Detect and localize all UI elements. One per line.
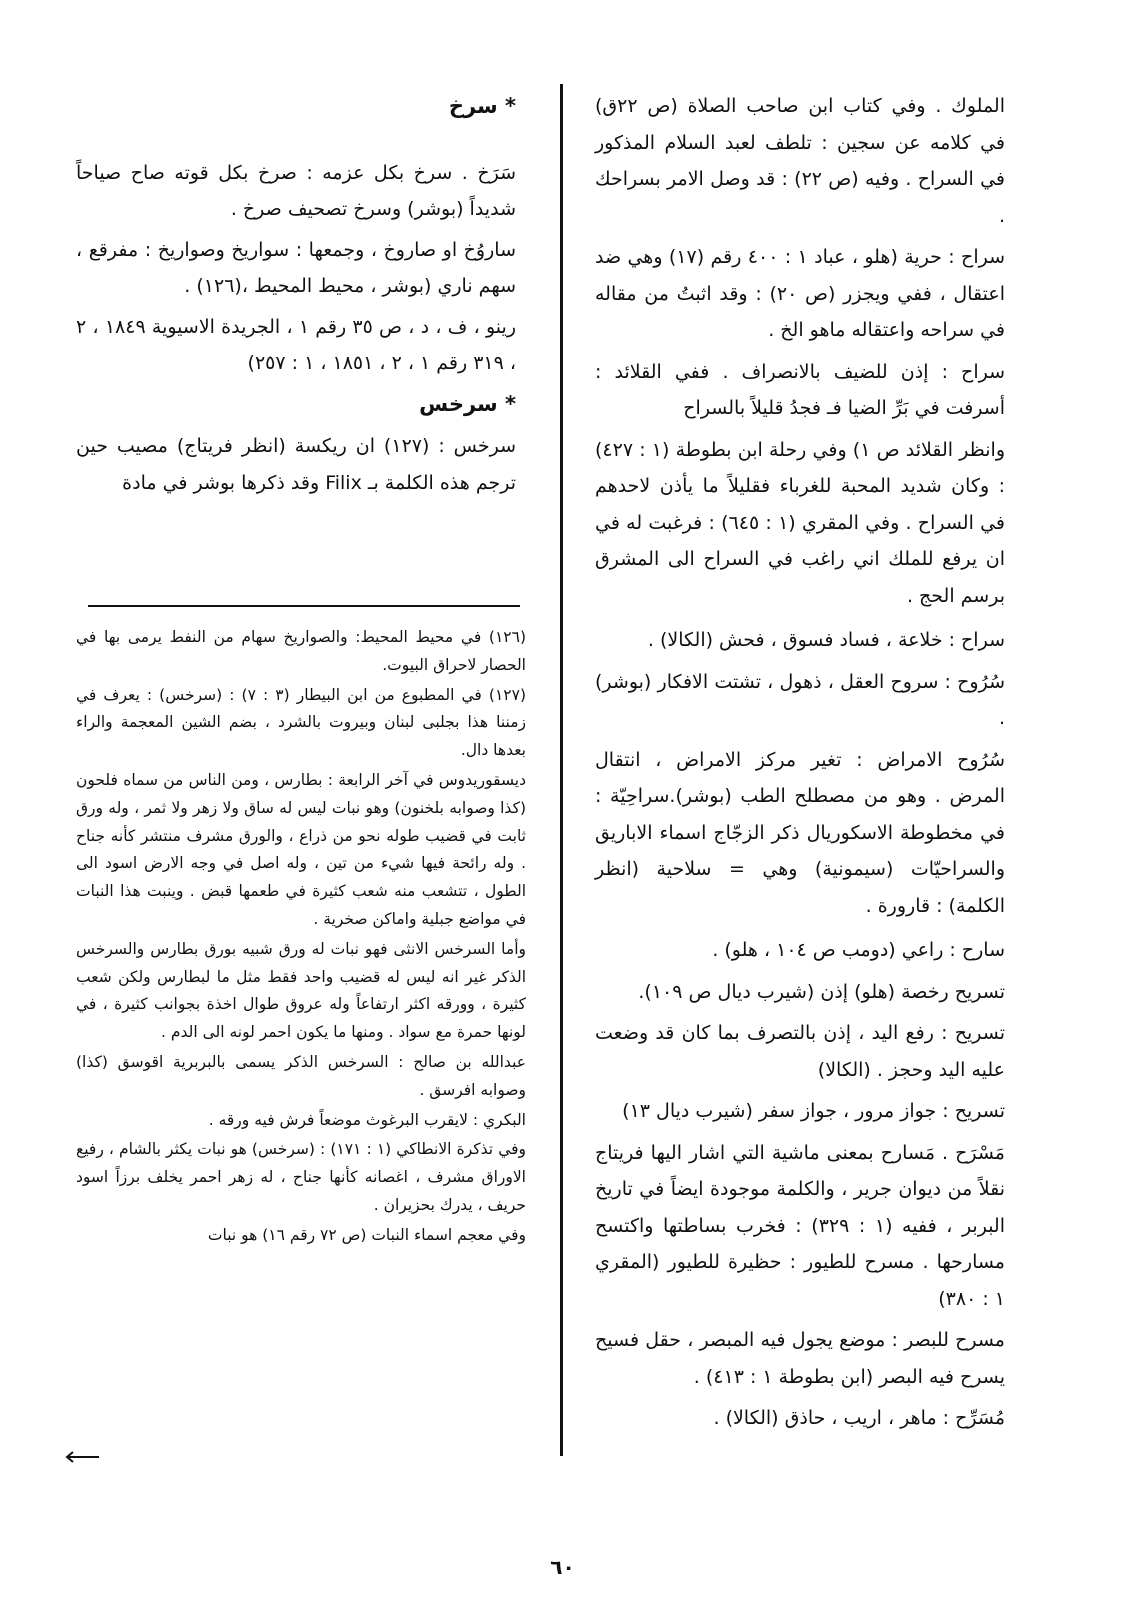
right-paragraph: سراح : خلاعة ، فساد فسوق ، فحش (الكالا) .	[647, 629, 1005, 651]
entry-heading-sarkhas: * سرخس	[419, 391, 516, 416]
footnote: ديسقوريدوس في آخر الرابعة : بطارس ، ومن الناس من سماه فلحون (كذا وصوابه بلخنون) وهو نبات ليس له ساق ولا زهر ولا ثمر ، وله ورق ثابت في قضيب طوله نحو من ذراع ، والورق مشرف منتشر كأنه جناح . وله رائحة فيها شيء من تين ، وله اصل في وجه الارض اسود الى الطول ، تتشعب منه شعب كثيرة في طعمها قبض . وينبت هذا النبات في مواضع جبلية واماكن صخرية .	[76, 770, 526, 928]
footnote: وفي معجم اسماء النبات (ص ٧٢ رقم ١٦) هو نبات	[207, 1225, 526, 1244]
footnote: (١٢٧) في المطبوع من ابن البيطار (٣ : ٧) : (سرخس) : يعرف في زمننا هذا بجلبى لبنان وبيروت بالشرد ، بضم الشين المعجمة والراء بعدها دال.	[76, 685, 527, 760]
right-paragraph: وانظر القلائد ص ١) وفي رحلة ابن بطوطة (١ : ٤٢٧) : وكان شديد المحبة للغرباء فقليلاً ما يأذن لاحدهم في السراح . وفي المقري (١ : ٦٤٥) : فرغبت له في ان يرفع للملك اني راغب في السراح الى المشرق برسم الحج .	[595, 438, 1006, 607]
left-paragraph: ساروُخ او صاروخ ، وجمعها : سواريخ وصواريخ : مفرقع ، سهم ناري (بوشر ، محيط المحيط ،(١٢٦) .	[76, 238, 516, 297]
footnote-divider	[88, 605, 520, 607]
left-paragraph: رينو ، ف ، د ، ص ٣٥ رقم ١ ، الجريدة الاسيوية ١٨٤٩ ، ٢ ، ٣١٩ رقم ١ ، ٢ ، ١٨٥١ ، ١ : ٢٥٧)	[76, 315, 516, 374]
column-divider	[560, 84, 563, 1456]
right-paragraph: تسريح : رفع اليد ، إذن بالتصرف بما كان قد وضعت عليه اليد وحجز . (الكالا)	[595, 1022, 1005, 1081]
arrow-left-icon	[64, 1450, 100, 1464]
right-paragraph: سُرُوح : سروح العقل ، ذهول ، تشتت الافكار (بوشر) .	[595, 670, 1005, 729]
footnote: البكري : لايقرب البرغوث موضعاً فرش فيه ورقه .	[208, 1110, 526, 1129]
right-paragraph: تسريح رخصة (هلو) إذن (شيرب ديال ص ١٠٩).	[638, 980, 1005, 1003]
right-paragraph: مُسَرِّح : ماهر ، اريب ، حاذق (الكالا) .	[713, 1407, 1005, 1429]
footnote: (١٢٦) في محيط المحيط: والصواريخ سهام من النفط يرمى بها في الحصار لاحراق البيوت.	[76, 628, 526, 674]
right-paragraph: سُرُوح الامراض : تغير مركز الامراض ، انتقال المرض . وهو من مصطلح الطب (بوشر).سراحِيّة : في مخطوطة الاسكوريال ذكر الزجّاج اسماء الاباريق والسراحيّات (سيمونية) وهي = سلاحية (انظر الكلمة) : قارورة .	[595, 748, 1005, 917]
left-paragraph: سرخس : (١٢٧) ان ريكسة (انظر فريتاج) مصيب حين ترجم هذه الكلمة بـ Filix وقد ذكرها بوشر في مادة	[76, 435, 517, 494]
footnote: عبدالله بن صالح : السرخس الذكر يسمى بالبربرية اقوسق (كذا) وصوابه افرسق .	[76, 1052, 526, 1099]
right-paragraph: سارح : راعي (دومب ص ١٠٤ ، هلو) .	[712, 939, 1005, 961]
right-paragraph: تسريح : جواز مرور ، جواز سفر (شيرب ديال ١٣)	[622, 1100, 1005, 1122]
left-paragraph: سَرَخ . سرخ بكل عزمه : صرخ بكل قوته صاح صياحاً شديداً (بوشر) وسرخ تصحيف صرخ .	[76, 161, 516, 220]
right-paragraph: سراح : حرية (هلو ، عباد ١ : ٤٠٠ رقم (١٧) وهي ضد اعتقال ، ففي ويجزر (ص ٢٠) : وقد اثبتُ من مقاله في سراحه واعتقاله ماهو الخ .	[595, 246, 1006, 341]
footnotes	[76, 624, 526, 1252]
left-column	[76, 88, 516, 505]
footnote: وأما السرخس الانثى فهو نبات له ورق شبيه بورق بطارس والسرخس الذكر غير انه ليس له قضيب واحد فقط مثل ما لبطارس ولكن شعب كثيرة ، وورقه اكثر ارتفاعاً وله عروق طوال اخذة بجوانب كثيرة ، في لونها حمرة مع سواد . ومنها ما يكون احمر لونه الى الدم .	[76, 939, 526, 1042]
entry-heading-sarkh: * سرخ	[448, 94, 516, 118]
right-paragraph: مَسْرَح . مَسارح بمعنى ماشية التي اشار اليها فريتاج نقلاً من ديوان جرير ، والكلمة موجودة ايضاً في تاريخ البربر ، ففيه (١ : ٣٢٩) : فخرب بساطتها واكتسح مسارحها . مسرح للطيور : حظيرة للطيور (المقري ١ : ٣٨٠)	[595, 1141, 1005, 1310]
right-paragraph: سراح : إذن للضيف بالانصراف . ففي القلائد : أسرفت في بَرِّ الضيا فـ فجدُ قليلاً بالسراح	[595, 360, 1005, 419]
right-paragraph: مسرح للبصر : موضع يجول فيه المبصر ، حقل فسيح يسرح فيه البصر (ابن بطوطة ١ : ٤١٣) .	[595, 1329, 1005, 1388]
right-column	[595, 88, 1005, 1442]
page-number: ٦٠	[550, 1555, 575, 1579]
right-paragraph: الملوك . وفي كتاب ابن صاحب الصلاة (ص ٢٢ق) في كلامه عن سجين : تلطف لعبد السلام المذكور في السراح . وفيه (ص ٢٢) : قد وصل الامر بسراحك .	[595, 95, 1005, 227]
footnote: وفي تذكرة الانطاكي (١ : ١٧١) : (سرخس) هو نبات يكثر بالشام ، رفيع الاوراق مشرف ، اغصانه كأنها جناح ، له زهر احمر يخلف برزاً اسود حريف ، يدرك بحزيران .	[76, 1140, 527, 1214]
